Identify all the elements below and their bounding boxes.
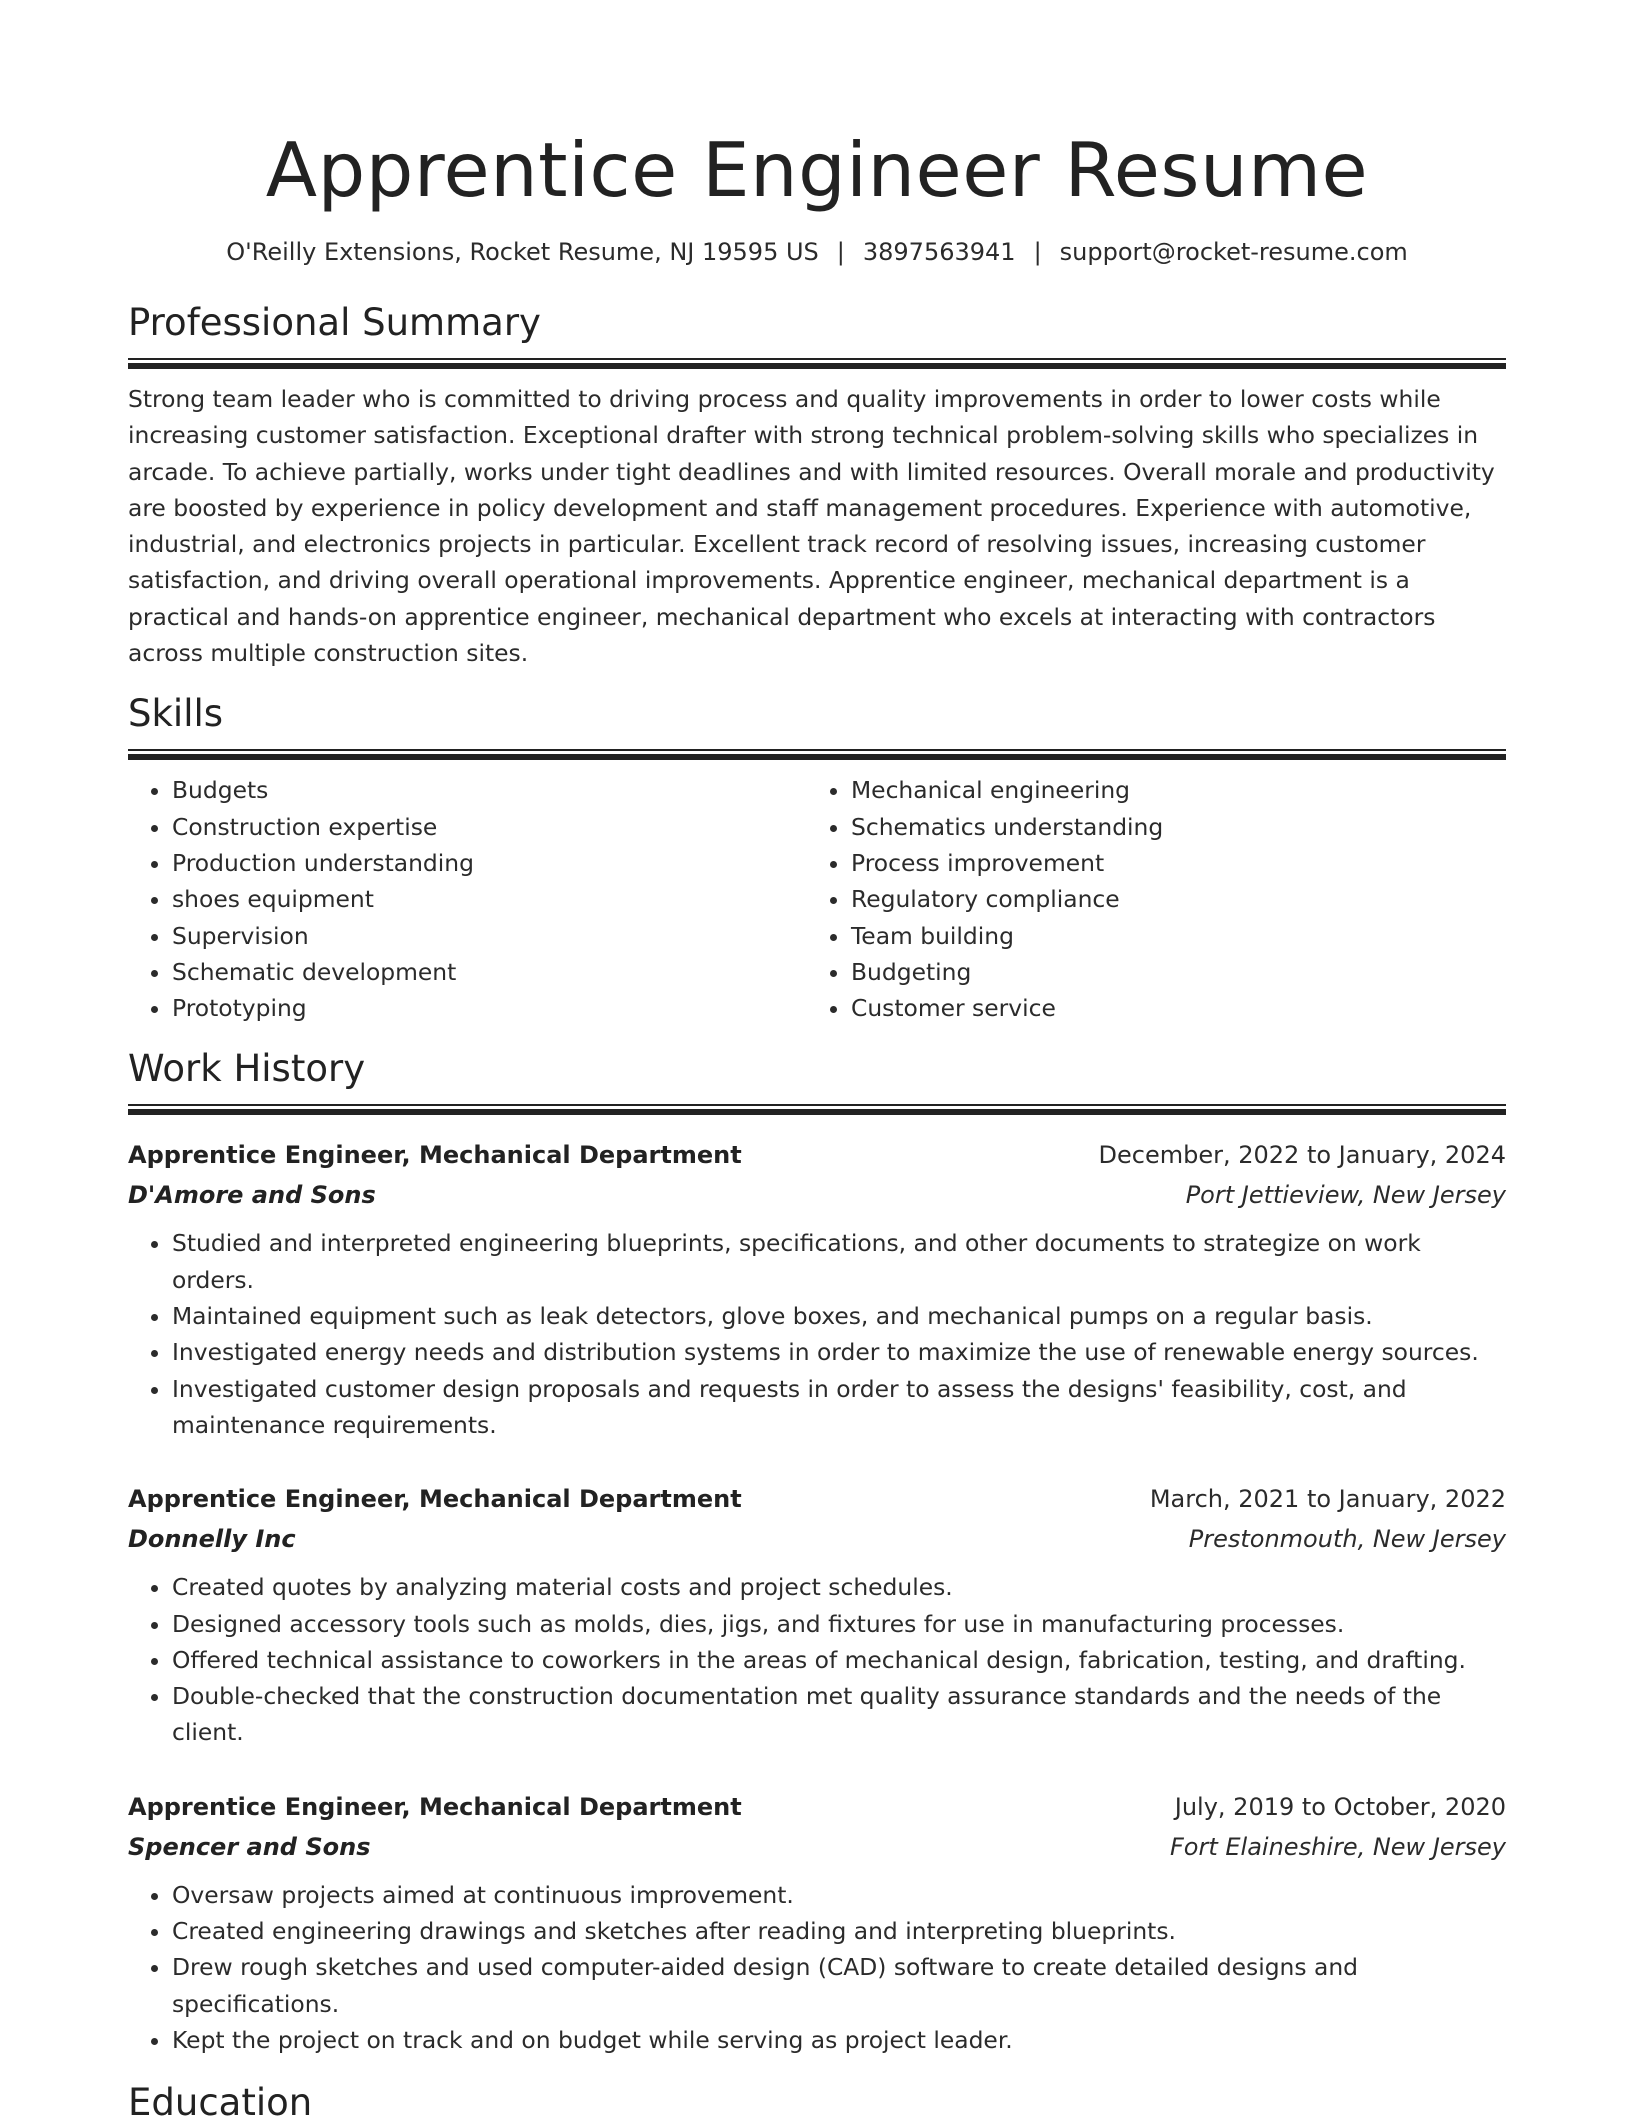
job-duty-item: • Investigated energy needs and distribution systems in order to maximize the use of renewable energy sources. (172, 1334, 1506, 1370)
job-duty-item: • Studied and interpreted engineering blueprints, specifications, and other documents to strategize on work orders. (172, 1225, 1506, 1298)
skill-item: • Process improvement (851, 845, 1486, 881)
contact-email: support@rocket-resume.com (1059, 238, 1408, 266)
contact-separator: | (836, 238, 845, 266)
job-location: Fort Elaineshire, New Jersey (1169, 1832, 1506, 1861)
job-company: Donnelly Inc (128, 1525, 296, 1554)
job-company: D'Amore and Sons (128, 1181, 376, 1210)
skill-item: • Schematic development (172, 954, 807, 990)
job-duty-item: • Maintained equipment such as leak detectors, glove boxes, and mechanical pumps on a regular basis. (172, 1298, 1506, 1334)
skills-list-left (128, 772, 807, 1026)
job-entry (128, 1787, 1506, 2058)
job-dates: March, 2021 to January, 2022 (1149, 1485, 1506, 1514)
job-title: Apprentice Engineer, Mechanical Department (128, 1792, 742, 1821)
job-company-row (128, 1827, 1506, 1867)
skill-item: • Customer service (851, 990, 1486, 1026)
job-dates: July, 2019 to October, 2020 (1174, 1792, 1506, 1821)
job-title: Apprentice Engineer, Mechanical Department (128, 1485, 742, 1514)
job-title: Apprentice Engineer, Mechanical Department (128, 1141, 742, 1170)
skill-item: • Team building (851, 918, 1486, 954)
job-list (128, 1135, 1506, 2058)
section-divider (128, 749, 1506, 760)
job-location: Prestonmouth, New Jersey (1188, 1525, 1506, 1554)
skills-columns (128, 772, 1506, 1026)
professional-summary-section (128, 300, 1506, 671)
section-divider (128, 1104, 1506, 1115)
skills-section (128, 691, 1506, 1026)
skill-item: • shoes equipment (172, 881, 807, 917)
skill-item: • Regulatory compliance (851, 881, 1486, 917)
skill-item: • Production understanding (172, 845, 807, 881)
professional-summary-heading: Professional Summary (128, 301, 541, 344)
job-duty-item: • Offered technical assistance to coworkers in the areas of mechanical design, fabrication, testing, and drafting. (172, 1642, 1506, 1678)
resume-page (128, 0, 1506, 2126)
resume-title: Apprentice Engineer Resume (265, 126, 1369, 214)
skill-item: • Budgeting (851, 954, 1486, 990)
job-duty-item: • Created engineering drawings and sketches after reading and interpreting blueprints. (172, 1913, 1506, 1949)
job-duties-list (128, 1569, 1506, 1750)
job-entry (128, 1135, 1506, 1443)
job-duty-item: • Designed accessory tools such as molds, dies, jigs, and fixtures for use in manufacturing processes. (172, 1606, 1506, 1642)
job-company-row (128, 1519, 1506, 1559)
job-duty-item: • Kept the project on track and on budget while serving as project leader. (172, 2022, 1506, 2058)
education-section (128, 2080, 1506, 2126)
skills-heading: Skills (128, 692, 224, 736)
job-duty-item: • Double-checked that the construction documentation met quality assurance standards and the needs of the client. (172, 1678, 1506, 1751)
skill-item: • Supervision (172, 918, 807, 954)
job-entry (128, 1479, 1506, 1750)
contact-phone: 3897563941 (862, 238, 1016, 266)
education-heading: Education (128, 2081, 313, 2125)
job-duty-item: • Oversaw projects aimed at continuous improvement. (172, 1877, 1506, 1913)
job-title-row (128, 1135, 1506, 1175)
section-divider (128, 358, 1506, 369)
skill-item: • Schematics understanding (851, 809, 1486, 845)
skills-list-right (807, 772, 1486, 1026)
skill-item: • Budgets (172, 772, 807, 808)
job-dates: December, 2022 to January, 2024 (1098, 1141, 1506, 1170)
skill-item: • Prototyping (172, 990, 807, 1026)
job-duty-item: • Drew rough sketches and used computer-aided design (CAD) software to create detailed designs and specifications. (172, 1949, 1506, 2022)
contact-separator: | (1033, 238, 1042, 266)
job-duty-item: • Created quotes by analyzing material costs and project schedules. (172, 1569, 1506, 1605)
contact-address: O'Reilly Extensions, Rocket Resume, NJ 19595 US (226, 238, 819, 266)
summary-paragraph: Strong team leader who is committed to driving process and quality improvements in order to lower costs while increasing customer satisfaction. Exceptional drafter with strong technical problem-solving skills who specializes in arcade. To achieve partially, works under tight deadlines and with limited resources. Overall morale and productivity are boosted by experience in policy development and staff management procedures. Experience with automotive, industrial, and electronics projects in particular. Excellent track record of resolving issues, increasing customer satisfaction, and driving overall operational improvements. Apprentice engineer, mechanical department is a practical and hands-on apprentice engineer, mechanical department who excels at interacting with contractors across multiple construction sites. (128, 385, 1495, 668)
job-company: Spencer and Sons (128, 1832, 371, 1861)
job-company-row (128, 1175, 1506, 1215)
work-history-section (128, 1046, 1506, 2058)
job-duties-list (128, 1877, 1506, 2058)
job-duties-list (128, 1225, 1506, 1443)
job-title-row (128, 1787, 1506, 1827)
skill-item: • Construction expertise (172, 809, 807, 845)
work-history-heading: Work History (128, 1047, 366, 1091)
job-duty-item: • Investigated customer design proposals and requests in order to assess the designs' feasibility, cost, and maintenance requirements. (172, 1371, 1506, 1444)
job-title-row (128, 1479, 1506, 1519)
skill-item: • Mechanical engineering (851, 772, 1486, 808)
job-location: Port Jettieview, New Jersey (1185, 1181, 1506, 1210)
contact-line (128, 236, 1506, 268)
